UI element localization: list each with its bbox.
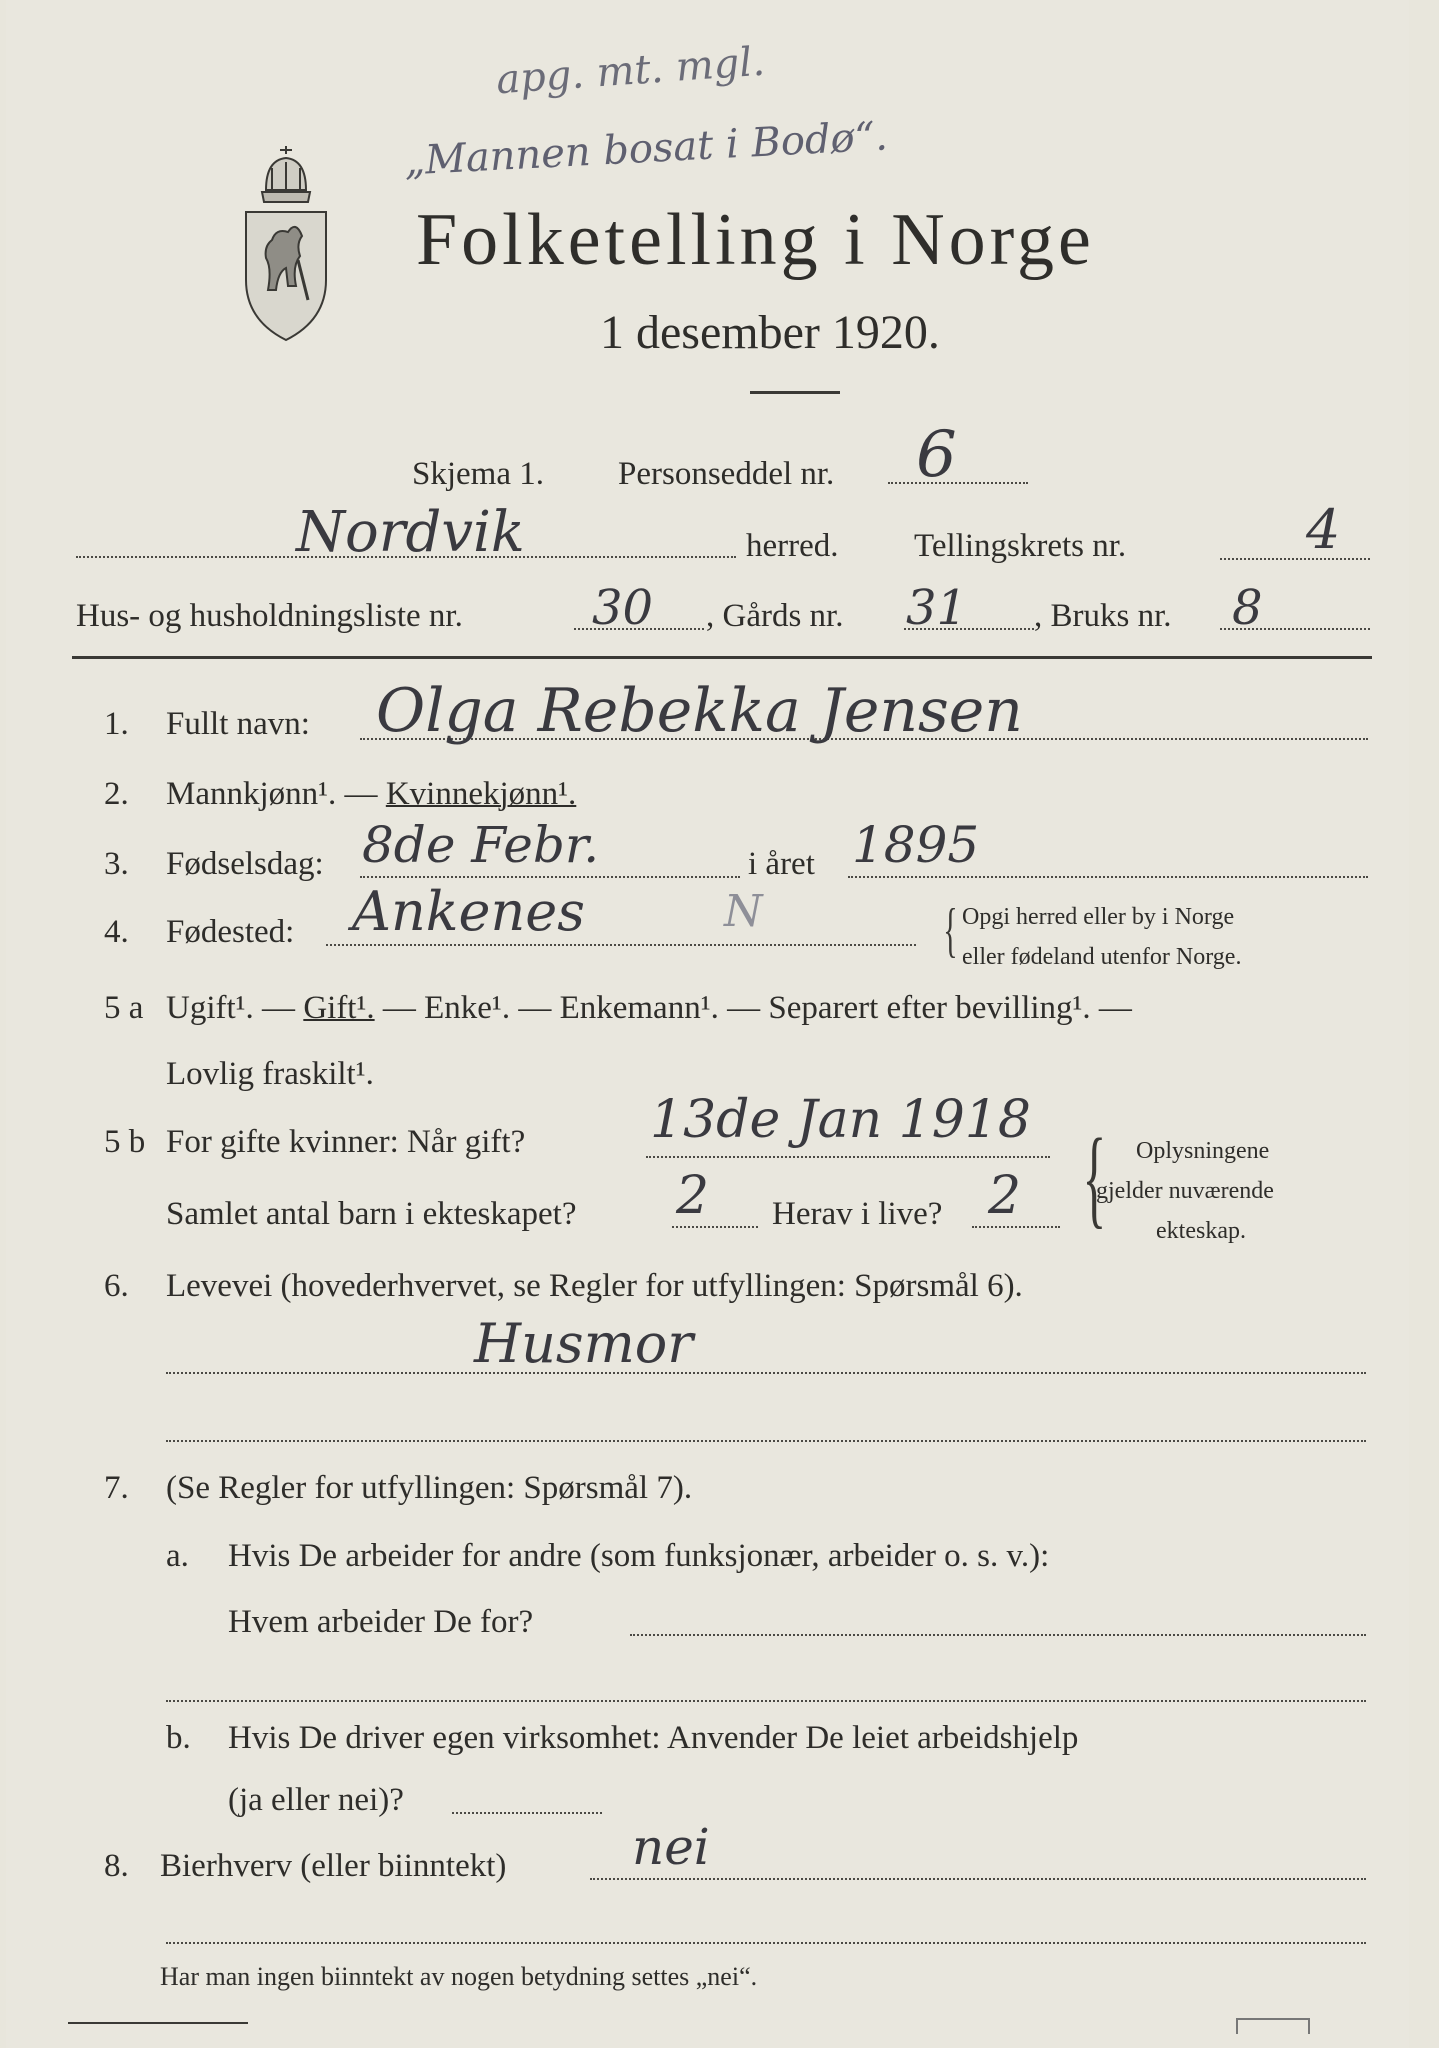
q7b-line2: (ja eller nei)? <box>228 1782 404 1818</box>
q4-note-line1: Opgi herred eller by i Norge <box>962 904 1235 930</box>
q5b-children-field-line <box>672 1226 758 1228</box>
q3-year-value: 1895 <box>852 816 980 874</box>
gards-value: 31 <box>906 580 968 636</box>
q7a-field-line-1 <box>630 1634 1366 1636</box>
tellingskrets-value: 4 <box>1306 498 1341 561</box>
q5a-label <box>166 990 1132 1027</box>
husliste-value: 30 <box>592 580 654 636</box>
q6-label: Levevei (hovederhvervet, se Regler for utfyllingen: Spørsmål 6). <box>166 1268 1023 1304</box>
q4-field-line <box>326 944 916 946</box>
q7a-letter: a. <box>166 1538 189 1574</box>
tellingskrets-field-line <box>1220 558 1370 560</box>
q7b-label: Hvis De driver egen virksomhet: Anvender De leiet arbeidshjelp <box>228 1720 1079 1756</box>
q4-note-brace: { <box>943 897 958 963</box>
q8-number: 8. <box>104 1848 129 1884</box>
q5b-alive-field-line <box>972 1226 1060 1228</box>
q8-field-line-2 <box>166 1942 1366 1944</box>
q3-year-field-line <box>848 876 1368 878</box>
q8-label: Bierhverv (eller biinntekt) <box>160 1848 507 1884</box>
q5b-alive-label: Herav i live? <box>772 1196 943 1232</box>
bruks-label: , Bruks nr. <box>1034 598 1172 634</box>
q7a-label: Hvis De arbeider for andre (som funksjonær, arbeider o. s. v.): <box>228 1538 1050 1574</box>
q6-field-line-1 <box>166 1372 1366 1374</box>
q2-option-female: Kvinnekjønn¹. <box>385 776 577 812</box>
header-separator-rule <box>72 656 1372 659</box>
q4-note-line2: eller fødeland utenfor Norge. <box>962 944 1242 970</box>
q8-field-line-1 <box>590 1878 1366 1880</box>
q2-option-male: Mannkjønn¹. — <box>166 776 386 812</box>
q3-value: 8de Febr. <box>362 816 600 874</box>
q5a-line2: Lovlig fraskilt¹. <box>166 1056 374 1092</box>
bruks-value: 8 <box>1232 580 1263 636</box>
q5b-alive-value: 2 <box>988 1166 1022 1226</box>
q7-number: 7. <box>104 1470 129 1506</box>
q5b-note-line2: gjelder nuværende <box>1096 1178 1274 1204</box>
q7a-field-line-2 <box>166 1700 1366 1702</box>
q8-value: nei <box>632 1818 710 1876</box>
footer-note: Har man ingen biinntekt av nogen betydning settes „nei“. <box>160 1962 758 1991</box>
q6-field-line-2 <box>166 1440 1366 1442</box>
q5b-children-value: 2 <box>676 1166 710 1226</box>
q5a-number: 5 a <box>104 990 144 1026</box>
q3-number: 3. <box>104 846 129 882</box>
q7b-letter: b. <box>166 1720 191 1756</box>
q5b-children-label: Samlet antal barn i ekteskapet? <box>166 1196 577 1232</box>
handwritten-note-1: apg. mt. mgl. <box>494 38 767 104</box>
husliste-label: Hus- og husholdningsliste nr. <box>76 598 463 634</box>
q3-field-line <box>360 876 740 878</box>
q5b-note-brace: { <box>1082 1116 1107 1238</box>
q6-number: 6. <box>104 1268 129 1304</box>
footnote-rule <box>68 2022 248 2024</box>
q7a-line2: Hvem arbeider De for? <box>228 1604 534 1640</box>
q7-label: (Se Regler for utfyllingen: Spørsmål 7). <box>166 1470 693 1506</box>
tellingskrets-label: Tellingskrets nr. <box>914 528 1127 564</box>
q1-value: Olga Rebekka Jensen <box>376 676 1023 746</box>
page-subtitle: 1 desember 1920. <box>600 306 940 359</box>
q5b-label: For gifte kvinner: Når gift? <box>166 1124 526 1160</box>
q2-label <box>166 776 576 813</box>
herred-label: herred. <box>746 528 839 564</box>
q1-number: 1. <box>104 706 129 742</box>
title-divider <box>750 391 840 394</box>
q5b-value: 13de Jan 1918 <box>650 1090 1031 1150</box>
personseddel-value: 6 <box>916 418 957 492</box>
q3-label: Fødselsdag: <box>166 846 324 882</box>
q4-number: 4. <box>104 914 129 950</box>
q4-label: Fødested: <box>166 914 295 950</box>
handwritten-note-2: „Mannen bosat i Bodø“. <box>403 113 889 185</box>
q1-label: Fullt navn: <box>166 706 310 742</box>
personseddel-label: Personseddel nr. <box>618 456 835 492</box>
q4-value: Ankenes <box>352 880 585 943</box>
q5b-note-line3: ekteskap. <box>1156 1218 1246 1244</box>
q5b-note-line1: Oplysningene <box>1136 1138 1270 1164</box>
q5a-option-ugift: Ugift¹. — <box>166 990 304 1026</box>
gards-label: , Gårds nr. <box>706 598 844 634</box>
paper-sheet <box>6 0 1409 2048</box>
herred-value: Nordvik <box>296 500 525 565</box>
skjema-label: Skjema 1. <box>412 456 544 492</box>
q6-value: Husmor <box>474 1312 694 1375</box>
q5b-field-line <box>646 1156 1050 1158</box>
q3-year-label: i året <box>748 846 815 882</box>
personseddel-field-line <box>888 482 1028 484</box>
q5a-option-gift: Gift¹. <box>303 990 375 1026</box>
printer-mark <box>1236 2018 1310 2034</box>
q4-mark: N <box>724 886 763 937</box>
q5a-options-rest: — Enke¹. — Enkemann¹. — Separert efter bevilling¹. — <box>374 990 1132 1026</box>
q2-number: 2. <box>104 776 129 812</box>
q7b-field-line <box>452 1812 602 1814</box>
page-title: Folketelling i Norge <box>416 199 1095 281</box>
q5b-number: 5 b <box>104 1124 146 1160</box>
norwegian-coat-of-arms-icon <box>236 140 336 350</box>
